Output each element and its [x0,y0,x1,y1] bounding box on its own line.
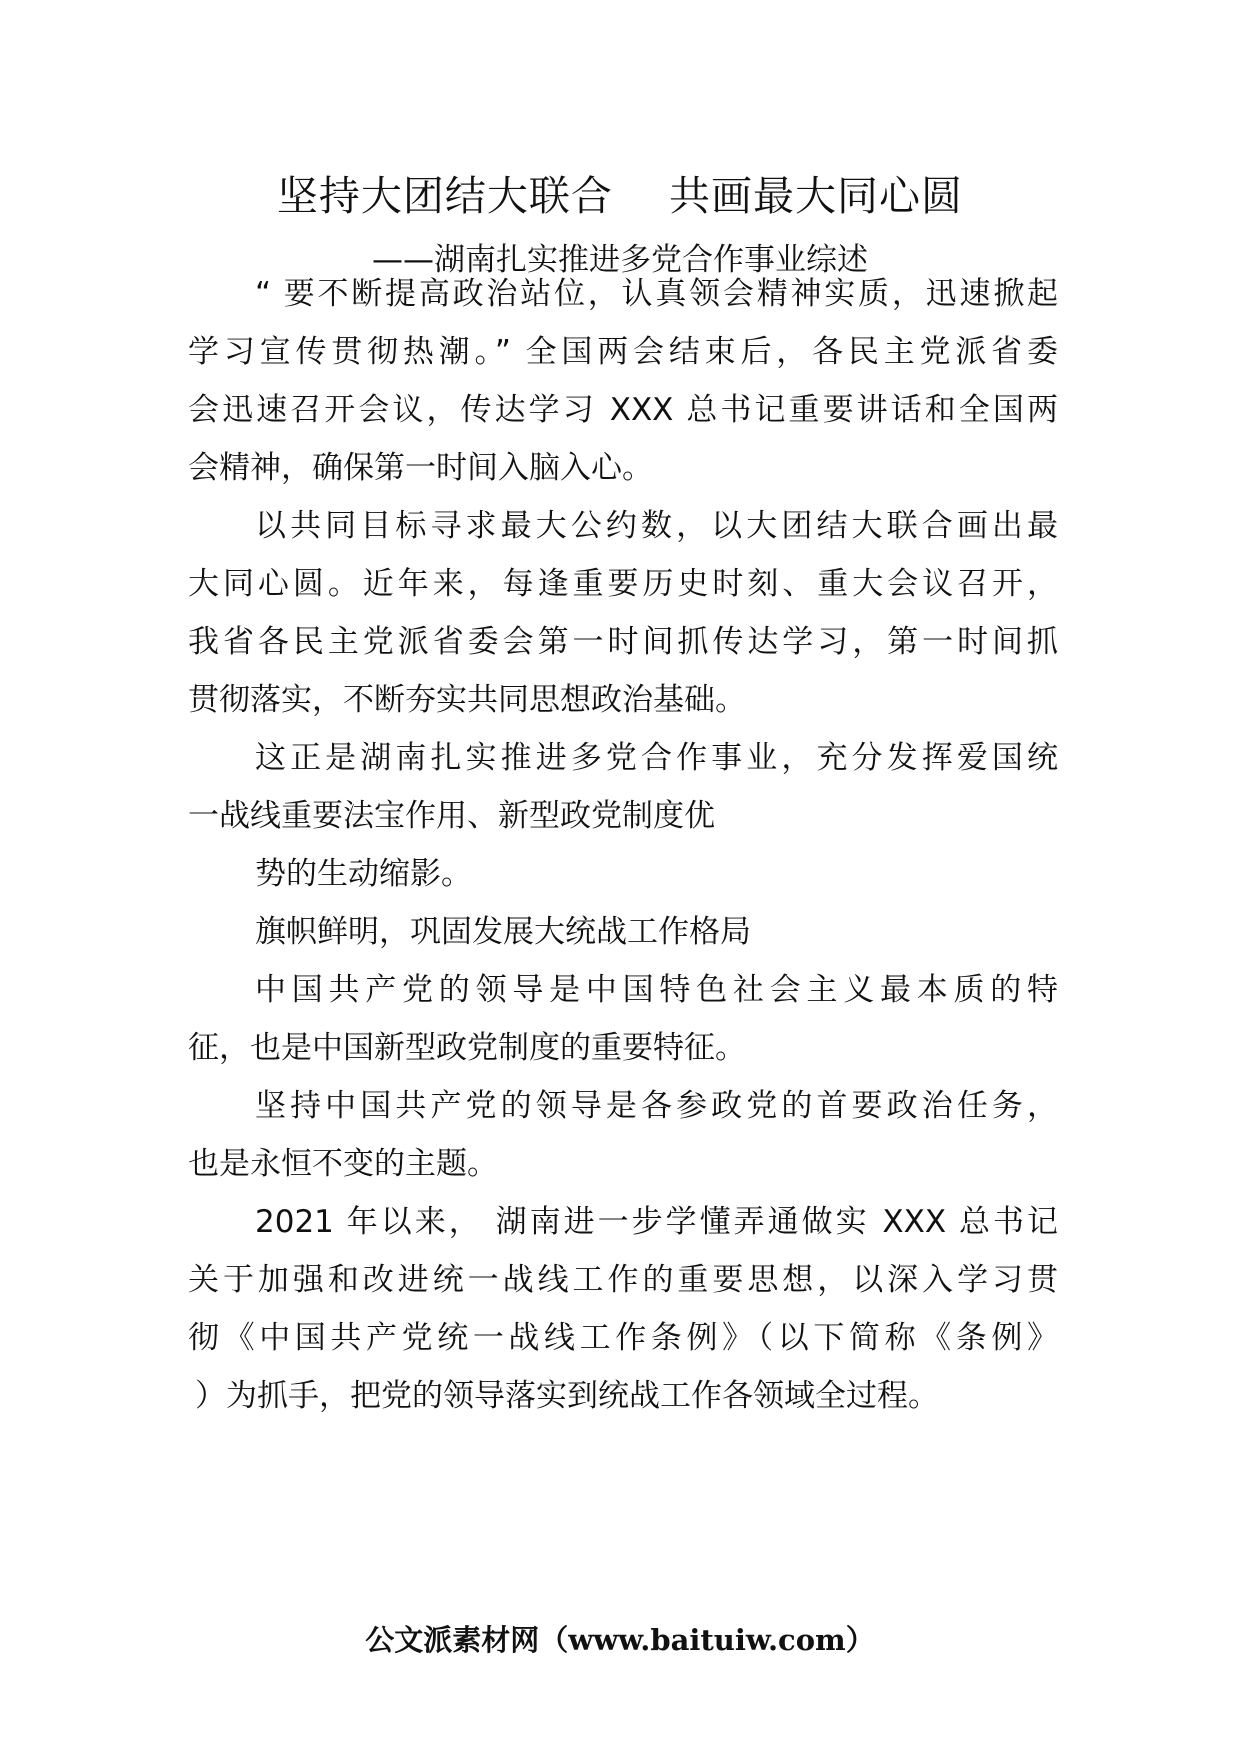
body-line: 坚持中国共产党的领导是各参政党的首要政治任务， [255,1088,1058,1124]
body-line: 会精神，确保第一时间入脑入心。 [188,450,653,486]
body-line: “ 要不断提高政治站位，认真领会精神实质，迅速掀起 [255,276,1058,312]
document-subtitle: ——湖南扎实推进多党合作事业综述 [372,242,868,278]
body-line: 会迅速召开会议，传达学习 XXX 总书记重要讲话和全国两 [188,392,1058,428]
body-line: 我省各民主党派省委会第一时间抓传达学习，第一时间抓 [188,624,1058,660]
footer-watermark: 公文派素材网（www.baituiw.com） [365,1623,875,1657]
body-line: 也是永恒不变的主题。 [188,1146,498,1182]
section-heading: 旗帜鲜明，巩固发展大统战工作格局 [255,914,751,950]
body-line: 势的生动缩影。 [255,856,472,892]
body-line: 大同心圆。近年来，每逢重要历史时刻、重大会议召开， [188,566,1058,602]
body-line: 这正是湖南扎实推进多党合作事业，充分发挥爱国统 [255,740,1058,776]
body-line: 中国共产党的领导是中国特色社会主义最本质的特 [255,972,1058,1008]
body-line: 以共同目标寻求最大公约数，以大团结大联合画出最 [255,508,1058,544]
body-line: 学习宣传贯彻热潮。” 全国两会结束后，各民主党派省委 [188,334,1058,370]
body-line: 征，也是中国新型政党制度的重要特征。 [188,1030,746,1066]
body-line: 彻《中国共产党统一战线工作条例》（以下简称《条例》 [188,1320,1058,1356]
body-line: 2021 年以来， 湖南进一步学懂弄通做实 XXX 总书记 [255,1204,1058,1240]
body-line: ）为抓手，把党的领导落实到统战工作各领域全过程。 [195,1378,939,1414]
body-line: 贯彻落实，不断夯实共同思想政治基础。 [188,682,746,718]
body-line: 关于加强和改进统一战线工作的重要思想，以深入学习贯 [188,1262,1058,1298]
document-title: 坚持大团结大联合 共画最大同心圆 [276,172,964,220]
body-line: 一战线重要法宝作用、新型政党制度优 [188,798,715,834]
